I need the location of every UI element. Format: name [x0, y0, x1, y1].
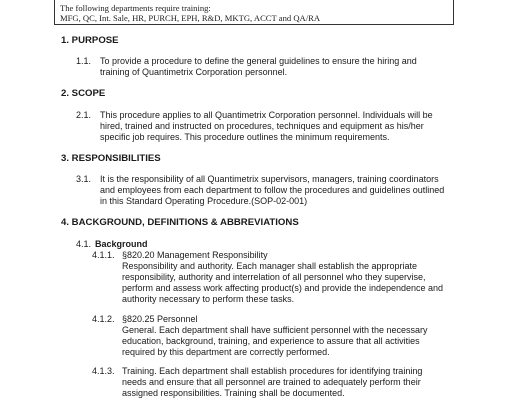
- paragraph-line: and employees from each department to follow the procedures and guidelines outlined: [100, 185, 445, 195]
- section-heading-purpose: 1. PURPOSE: [61, 35, 119, 46]
- paragraph-line: responsibility, authority and interrelation of all personnel who they supervise,: [122, 272, 426, 282]
- paragraph-line: required by this department are correctly performed.: [122, 347, 330, 357]
- item-title: §820.25 Personnel: [122, 314, 198, 324]
- paragraph-line: needs and ensure that all personnel are trained to adequately perform their: [122, 377, 421, 387]
- paragraph-line: It is the responsibility of all Quantimetrix supervisors, managers, training coordinators: [100, 174, 439, 184]
- subsection-title: Background: [95, 239, 148, 249]
- paragraph-line: Training. Each department shall establish procedures for identifying training: [122, 366, 423, 376]
- paragraph-line: in this Standard Operating Procedure.(SOP-02-001): [100, 196, 308, 206]
- section-heading-background: 4. BACKGROUND, DEFINITIONS & ABBREVIATIONS: [61, 217, 299, 228]
- section-number: 3.1.: [76, 174, 92, 184]
- paragraph-line: authority necessary to perform these tasks.: [122, 294, 295, 304]
- item-paragraph: [122, 366, 462, 399]
- subsection-number: 4.1.: [76, 239, 92, 249]
- paragraph-line: Responsibility and authority. Each manager shall establish the appropriate: [122, 261, 418, 271]
- paragraph-line: General. Each department shall have sufficient personnel with the necessary: [122, 325, 428, 335]
- item-paragraph: [122, 314, 462, 358]
- section-paragraph: [100, 110, 445, 143]
- paragraph-line: assigned responsibilities. Training shall be documented.: [122, 388, 345, 398]
- paragraph-line: training of Quantimetrix Corporation personnel.: [100, 67, 288, 77]
- paragraph-line: To provide a procedure to define the general guidelines to ensure the hiring and: [100, 56, 417, 66]
- item-number: 4.1.1.: [92, 250, 115, 260]
- section-heading-responsibilities: 3. RESPONSIBILITIES: [61, 153, 161, 164]
- paragraph-line: hired, trained and instructed on procedures, techniques and equipment as his/her: [100, 121, 424, 131]
- paragraph-line: specific job requires. This procedure outlines the minimum requirements.: [100, 132, 390, 142]
- paragraph-line: perform and assess work affecting product(s) and provide the independence and: [122, 283, 444, 293]
- header-line-2: MFG, QC, Int. Sale, HR, PURCH, EPH, R&D, MKTG, ACCT and QA/RA: [60, 13, 321, 23]
- section-heading-scope: 2. SCOPE: [61, 88, 106, 99]
- item-title: §820.20 Management Responsibility: [122, 250, 268, 260]
- header-line-1: The following departments require training:: [60, 3, 211, 13]
- paragraph-line: education, background, training, and experience to assure that all activities: [122, 336, 420, 346]
- section-number: 2.1.: [76, 110, 92, 120]
- item-paragraph: [122, 250, 462, 305]
- section-paragraph: [100, 174, 460, 207]
- item-number: 4.1.2.: [92, 314, 115, 324]
- section-number: 1.1.: [76, 56, 92, 66]
- item-number: 4.1.3.: [92, 366, 115, 376]
- paragraph-line: This procedure applies to all Quantimetrix Corporation personnel. Individuals will be: [100, 110, 433, 120]
- section-paragraph: [100, 56, 445, 78]
